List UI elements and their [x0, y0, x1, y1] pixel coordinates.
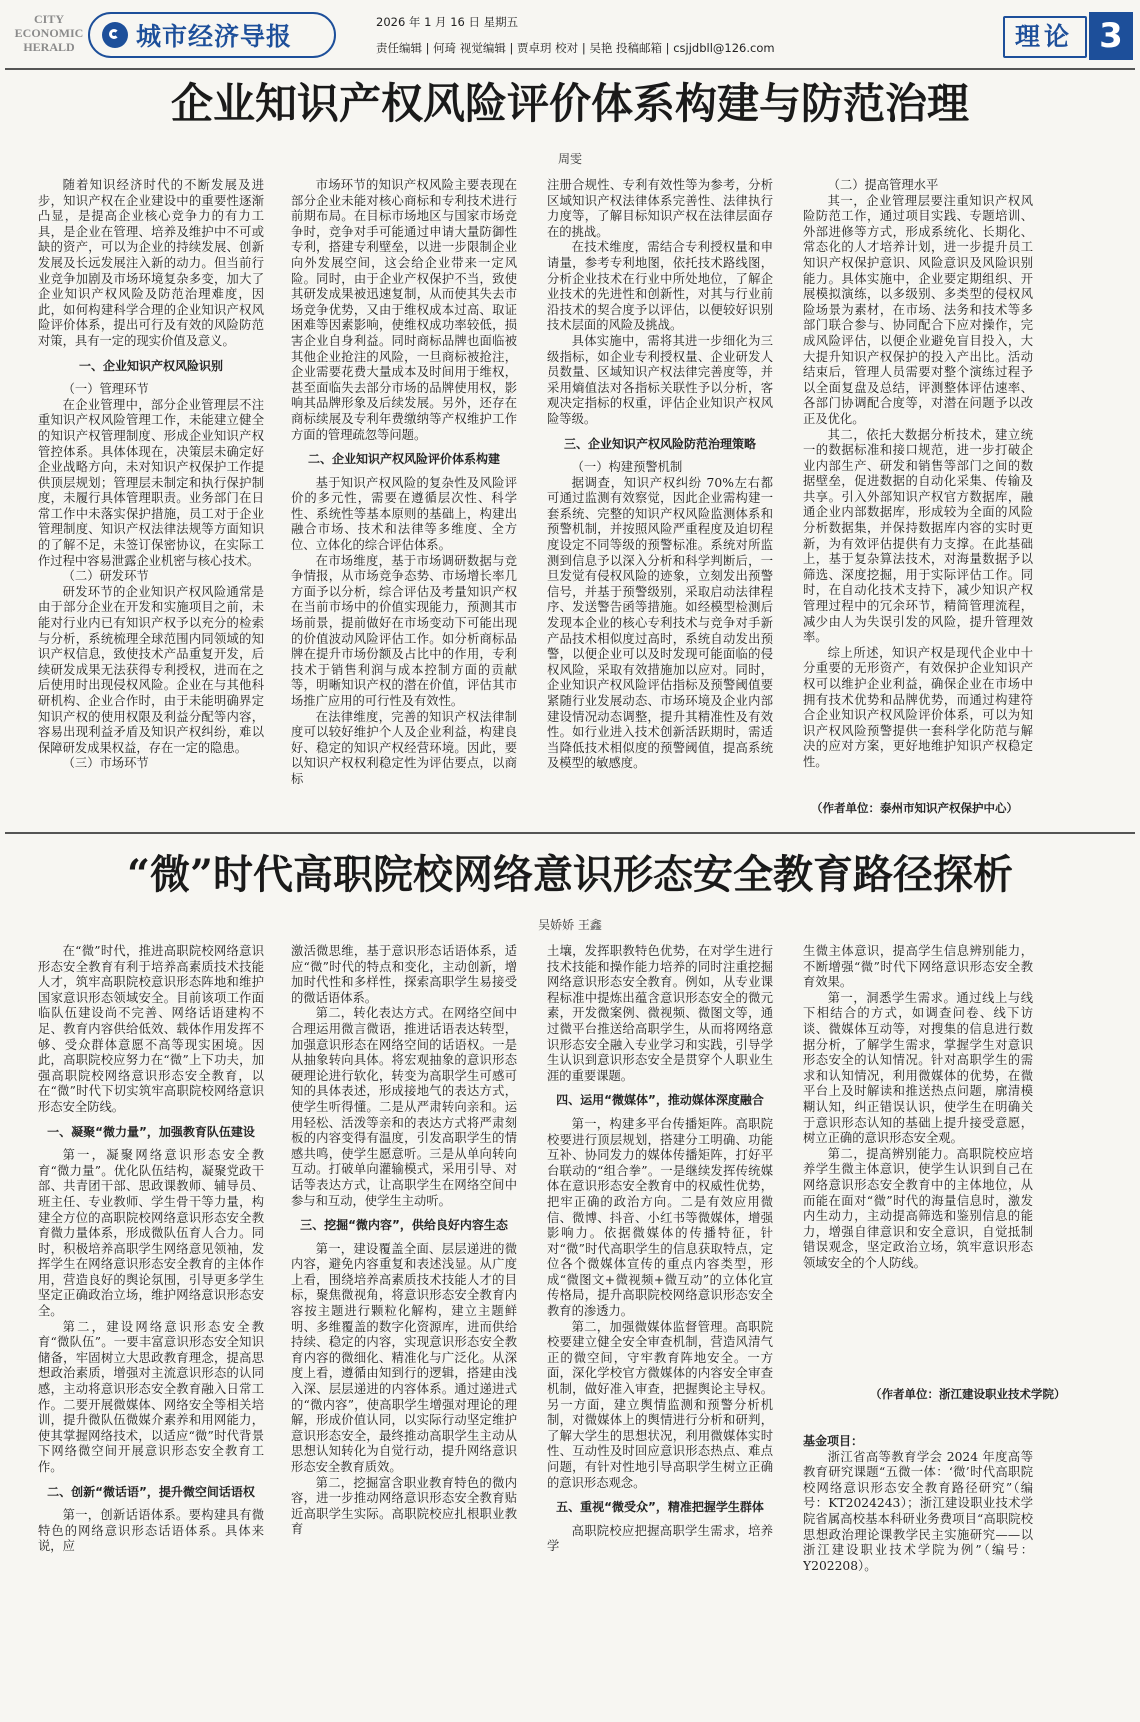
article-divider	[5, 832, 1135, 834]
article2-column-4	[803, 944, 1033, 1334]
paragraph: 在企业管理中，部分企业管理层不注重知识产权风险管理工作，未能建立健全的知识产权管理制度、形成企业知识产权管控体系。具体体现在，决策层未确定好企业战略方向，未对知识产权保护工作提供顶层规划；管理层未制定和执行保护制度，未履行具体管理职责。业务部门在日常工作中未落实保护措施，员工对于企业管理制度、知识产权法律法规等方面知识的了解不足，未签订保密协议，在实际工作过程中容易泄露企业机密与核心技术。	[38, 397, 264, 568]
section-heading: 三、企业知识产权风险防范治理策略	[563, 436, 756, 451]
article1-author-unit: （作者单位：泰州市知识产权保护中心）	[811, 801, 1018, 815]
paragraph: （二）研发环节	[62, 569, 149, 584]
paragraph: 综上所述，知识产权是现代企业中十分重要的无形资产，有效保护企业知识产权可以维护企业利益，确保企业在市场中拥有技术优势和品牌优势，而通过构建符合企业知识产权风险评价体系，可以为知识产权风险预警提供一套科学化防范与解决的应对方案，更好地维护知识产权稳定性。	[803, 645, 1033, 769]
logo-icon	[102, 22, 128, 48]
paragraph: 据调查，知识产权纠纷 70%左右都可通过监测有效察觉，因此企业需构建一套系统、完整的知识产权风险监测体系和预警机制，并按照风险严重程度及迫切程度设定不同等级的预警标准。系统对所监测到信息予以深入分析和科学判断后，一旦发觉有侵权风险的迹象，立刻发出预警信号，并基于预警级别，采取启动法律程序、发送警告函等措施。如经模型检测后发现本企业的核心专利技术与竞争对手新产品技术相似度过高时，系统自动发出预警，以便企业可以及时发现可能面临的侵权风险，采取有效措施加以应对。同时，企业知识产权风险评估指标及预警阈值要紧随行业发展动态、市场环境及企业内部建设情况动态调整，提升其精准性及有效性。如行业进入技术创新活跃期时，需适当降低技术相似度的预警阈值，提高系统及模型的敏感度。	[547, 475, 773, 771]
paragraph: 具体实施中，需将其进一步细化为三级指标，如企业专利授权量、企业研发人员数量、区域知识产权法律完善度等，并采用熵值法对各指标关联性予以分析，客观决定指标的权重，评估企业知识产权风险等级。	[547, 333, 773, 426]
funding-text: 浙江省高等教育学会 2024 年度高等教育研究课题“五微一体：‘微’时代高职院校网络意识形态安全教育路径研究”（编号：KT2024243）；浙江建设职业技术学院省属高校基本科研业务费项目“高职院校思想政治理论课教学民主实施研究——以浙江建设职业技术学院为例”（编号：Y202208）。	[803, 1449, 1033, 1573]
paragraph: （二）提高管理水平	[827, 178, 939, 192]
newspaper-name: 城市经济导报	[136, 22, 293, 51]
paragraph: 第一，构建多平台传播矩阵。高职院校要进行顶层规划，搭建分工明确、功能互补、协同发力的媒体传播矩阵，打好平台联动的“组合拳”。一是继续发挥传统媒体在意识形态安全教育中的权威性优势，把牢正确的政治方向。二是有效应用微信、微博、抖音、小红书等微媒体，增强影响力。依据微媒体的传播特征，针对“微”时代高职学生的信息获取特点，定位各个微媒体宣传的重点内容类型，形成“微图文+微视频+微互动”的立体化宣传格局，提升高职院校网络意识形态安全教育的渗透力。	[547, 1116, 773, 1319]
section-heading: 一、凝聚“微力量”，加强教育队伍建设	[47, 1124, 255, 1139]
paragraph: 注册合规性、专利有效性等为参考，分析区域知识产权法律体系完善性、法律执行力度等，了解目标知识产权在法律层面存在的挑战。	[547, 178, 773, 239]
paragraph: 第一，创新话语体系。要构建具有微特色的网络意识形态话语体系。具体来说，应	[38, 1508, 264, 1554]
article1-column-3	[547, 178, 773, 826]
funding-title: 基金项目：	[803, 1434, 864, 1448]
paragraph: 其一，企业管理层要注重知识产权风险防范工作，通过项目实践、专题培训、外部进修等方式，形成系统化、长期化、常态化的人才培养计划，进一步提升员工知识产权保护意识、风险意识及风险识别能力。具体实施中，企业要定期组织、开展模拟演练，以多级别、多类型的侵权风险场景为素材，在市场、法务和技术等多部门联合参与、协同配合下应对操作，完成风险评估，以便企业避免盲目投入，大大提升知识产权保护的投入产出比。活动结束后，管理人员需要对整个演练过程予以全面复盘及总结，评测整体评估速率、各部门协调配合度等，对潜在问题予以改正及优化。	[803, 193, 1033, 426]
newspaper-logo	[88, 12, 336, 58]
paragraph: 第一，建设覆盖全面、层层递进的微内容，避免内容重复和表述浅显。从广度上看，围绕培养高素质技术技能人才的目标，聚焦微视角，将意识形态安全教育内容按主题进行颗粒化解构，建立主题鲜明、多维覆盖的数字化资源库，进而供给持续、稳定的内容，实现意识形态安全教育内容的微细化、精准化与广泛化。从深度上看，遵循由知到行的逻辑，搭建由浅入深、层层递进的内容体系。通过递进式的“微内容”，使高职学生增强对理论的理解，形成价值认同，以实际行动坚定维护意识形态安全，最终推动高职学生主动从思想认知转化为自觉行动，提升网络意识形态安全教育质效。	[291, 1241, 517, 1474]
paragraph: 其二，依托大数据分析技术，建立统一的数据标准和接口规范，进一步打破企业内部生产、研发和销售等部门之间的数据壁垒，促进数据的自动化采集、传输及共享。引入外部知识产权官方数据库，融通企业内部数据库，形成较为全面的风险分析数据集，并保持数据库内容的实时更新，为有效评估提供有力支撑。在此基础上，基于复杂算法技术，对海量数据予以筛选、深度挖掘，用于实际评估工作。同时，在自动化技术支持下，减少知识产权管理过程中的冗余环节，精简管理流程，减少由人为失误引发的风险，提升管理效率。	[803, 427, 1033, 645]
staff-credits: 责任编辑 | 何琦 视觉编辑 | 贾卓玥 校对 | 吴艳 投稿邮箱 | csjjdbll@126.com	[376, 41, 775, 55]
section-heading: 五、重视“微受众”，精准把握学生群体	[556, 1500, 764, 1515]
paragraph: 在“微”时代，推进高职院校网络意识形态安全教育有利于培养高素质技术技能人才，筑牢高职院校意识形态阵地和维护国家意识形态领域安全。目前该项工作面临队伍建设尚不完善、网络话语建构不足、教育内容供给低效、载体作用发挥不够、受众群体意愿不高等现实困境。因此，高职院校应努力在“微”上下功夫，加强高职院校网络意识形态安全教育，以在“微”时代下切实筑牢高职院校网络意识形态安全防线。	[38, 944, 264, 1114]
section-heading: 二、企业知识产权风险评价体系构建	[307, 452, 500, 467]
logo-english: CITY ECONOMIC HERALD	[14, 12, 84, 54]
article2-column-2	[291, 944, 517, 1720]
section-heading: 三、挖掘“微内容”，供给良好内容生态	[300, 1218, 508, 1233]
paragraph: 第二，加强微媒体监督管理。高职院校要建立健全安全审查机制，营造风清气正的微空间，守牢教育阵地安全。一方面，深化学校官方微媒体的内容安全审查机制，做好准入审查，把握舆论主导权。另一方面，建立舆情监测和预警分析机制，对微媒体上的舆情进行分析和研判，了解大学生的思想状况，利用微媒体实时性、互动性及时回应意识形态热点、难点问题，有针对性地引导高职学生树立正确的意识形态观念。	[547, 1319, 773, 1490]
masthead	[0, 0, 1140, 70]
article2-authors: 吴娇娇 王鑫	[538, 918, 602, 932]
paragraph: 市场环节的知识产权风险主要表现在部分企业未能对核心商标和专利技术进行前期布局。在目标市场地区与国家市场竞争时，竞争对手可能通过申请大量防御性专利，搭建专利壁垒，以进一步限制企业向外发展空间，这会给企业带来一定风险。同时，由于企业产权保护不当，致使其研发成果被迅速复制，从而使其失去市场竞争优势，又由于维权成本过高、取证困难等因素影响，使维权成功率较低，损害企业自身利益。同时商标品牌也面临被其他企业抢注的风险，一旦商标被抢注，企业需要花费大量成本及时间用于维权，甚至面临失去部分市场的品牌使用权，影响其品牌形象及后续发展。另外，还存在商标续展及专利年费缴纳等产权维护工作方面的管理疏忽等问题。	[291, 178, 517, 442]
section-heading: 二、创新“微话语”，提升微空间话语权	[47, 1484, 255, 1499]
funding-note	[803, 1434, 1033, 1720]
paragraph: 第二，挖掘富含职业教育特色的微内容，进一步推动网络意识形态安全教育贴近高职学生实际。高职院校应扎根职业教育	[291, 1475, 517, 1537]
header-rule	[5, 68, 1135, 70]
paragraph: 高职院校应把握高职学生需求，培养学	[547, 1523, 773, 1554]
article1-column-2	[291, 178, 517, 826]
paragraph: 土壤，发挥职教特色优势，在对学生进行技术技能和操作能力培养的同时注重挖掘网络意识形态安全教育。例如，从专业课程标准中提炼出蕴含意识形态安全的微元素，开发微案例、微视频、微图文等，通过微平台推送给高职学生，从而将网络意识形态安全融入专业学习和实践，引导学生认识到意识形态安全是贯穿个人职业生涯的重要课题。	[547, 944, 773, 1083]
article2-author-unit: （作者单位：浙江建设职业技术学院）	[870, 1387, 1066, 1401]
paragraph: （一）构建预警机制	[571, 460, 683, 475]
article1-author: 周雯	[557, 152, 582, 166]
paragraph: （一）管理环节	[62, 382, 149, 397]
paragraph: （三）市场环节	[62, 756, 149, 771]
paragraph: 第二，转化表达方式。在网络空间中合理运用微言微语，推进话语表达转型，加强意识形态在网络空间的话语权。一是从抽象转向具体。将宏观抽象的意识形态硬理论进行软化，转变为高职学生可感可知的具体表述，形成接地气的表达方式，使学生听得懂。二是从严肃转向亲和。运用轻松、活泼等亲和的表达方式将严肃刻板的内容变得有温度，引发高职学生的情感共鸣，使学生愿意听。三是从单向转向互动。打破单向灌输模式，采用引导、对话等表达方式，让高职学生在网络空间中参与和互动，使学生主动听。	[291, 1006, 517, 1208]
article2-title: “微”时代高职院校网络意识形态安全教育路径探析	[126, 851, 1013, 898]
paragraph: 基于知识产权风险的复杂性及风险评价的多元性，需要在遵循层次性、科学性、系统性等基本原则的基础上，构建出融合市场、技术和法律等多维度、全方位、立体化的综合评估体系。	[291, 475, 517, 553]
issue-date: 2026 年 1 月 16 日 星期五	[376, 15, 519, 29]
paragraph: 第二，提高辨别能力。高职院校应培养学生微主体意识，使学生认识到自己在网络意识形态安全教育中的主体地位，从而能在面对“微”时代的海量信息时，激发内生动力，主动提高筛选和鉴别信息的能力，增强自律意识和安全意识，自觉抵制错误观念，坚定政治立场，筑牢意识形态领域安全的个人防线。	[803, 1146, 1033, 1270]
article2-column-1	[38, 944, 264, 1720]
section-heading: 四、运用“微媒体”，推动媒体深度融合	[556, 1093, 764, 1108]
article1-column-4	[803, 178, 1033, 788]
section-heading: 一、企业知识产权风险识别	[78, 358, 223, 373]
paragraph: 在市场维度，基于市场调研数据与竞争情报，从市场竞争态势、市场增长率几方面予以分析，综合评估及考量知识产权在当前市场中的价值实现能力，预测其市场前景，提前做好在市场变动下可能出现的价值波动风险评估工作。如分析商标品牌在提升市场份额及占比中的作用，专利技术于销售利润与成本控制方面的贡献等，明晰知识产权的潜在价值，评估其市场推广应用的可行性及有效性。	[291, 553, 517, 708]
paragraph: 在法律维度，完善的知识产权法律制度可以较好维护个人及企业利益，构建良好、稳定的知识产权经营环境。因此，要以知识产权权利稳定性为评估要点，以商标	[291, 709, 517, 786]
paragraph: 随着知识经济时代的不断发展及进步，知识产权在企业建设中的重要性逐渐凸显，是提高企业核心竞争力的有力工具，是企业在管理、培养及维护中不可或缺的资产，可以为企业的持续发展、创新发展及长远发展注入新的动力。但当前行业竞争加剧及市场环境复杂多变，加大了企业知识产权风险及防范治理难度，因此，如何构建科学合理的企业知识产权风险评价体系，提出可行及有效的风险防范对策，具有一定的现实价值及意义。	[38, 178, 264, 348]
article2-column-3	[547, 944, 773, 1720]
section-label: 理论	[1003, 16, 1087, 58]
paragraph: 研发环节的企业知识产权风险通常是由于部分企业在开发和实施项目之前，未能对行业内已有知识产权予以充分的检索与分析，系统梳理全球范围内同领域的知识产权信息，致使技术产品重复开发，后续研发成果无法获得专利授权，进而在之后使用时出现侵权风险。企业在与其他科研机构、企业合作时，由于未能明确界定知识产权的使用权限及利益分配等内容，容易出现利益矛盾及知识产权纠纷，难以保障研发成果权益，存在一定的隐患。	[38, 584, 264, 755]
paragraph: 激活微思维，基于意识形态话语体系，适应“微”时代的特点和变化，主动创新，增加时代性和多样性，探索高职学生易接受的微话语体系。	[291, 944, 517, 1005]
page-number: 3	[1089, 12, 1133, 60]
paragraph: 第一，洞悉学生需求。通过线上与线下相结合的方式，如调查问卷、线下访谈、微媒体互动等，对搜集的信息进行数据分析，了解学生需求，掌握学生对意识形态安全的认知情况。针对高职学生的需求和认知情况，利用微媒体的优势，在微平台上及时解读和推送热点问题，廓清模糊认知，纠正错误认识，使学生在明确关于意识形态认知的基础上提升接受意愿，树立正确的意识形态安全观。	[803, 990, 1033, 1146]
article1-column-1	[38, 178, 264, 826]
paragraph: 在技术维度，需结合专利授权量和申请量，参考专利地图，依托技术路线图，分析企业技术在行业中所处地位，了解企业技术的先进性和创新性，对其与行业前沿技术的契合度予以评估，以便较好识别技术层面的风险及挑战。	[547, 240, 773, 333]
article1-title: 企业知识产权风险评价体系构建与防范治理	[170, 79, 969, 128]
paragraph: 第一，凝聚网络意识形态安全教育“微力量”。优化队伍结构，凝聚党政干部、共青团干部、思政课教师、辅导员、班主任、专业教师、学生骨干等力量，构建全方位的高职院校网络意识形态安全教育微力量体系，形成微队伍育人合力。同时，积极培养高职学生网络意见领袖，发挥学生在网络意识形态安全教育的主体作用，营造良好的舆论氛围，引导更多学生坚定正确政治立场，维护网络意识形态安全。	[38, 1148, 264, 1319]
paragraph: 第二，建设网络意识形态安全教育“微队伍”。一要丰富意识形态安全知识储备，牢固树立大思政教育理念，提高思想政治素质，增强对主流意识形态的认同感，主动将意识形态安全教育融入日常工作。二要开展微媒体、网络安全等相关培训，提升微队伍微媒介素养和用网能力，使其掌握网络技术，以适应“微”时代背景下网络微空间开展意识形态安全教育工作。	[38, 1319, 264, 1474]
paragraph: 生微主体意识，提高学生信息辨别能力，不断增强“微”时代下网络意识形态安全教育效果。	[803, 944, 1033, 990]
